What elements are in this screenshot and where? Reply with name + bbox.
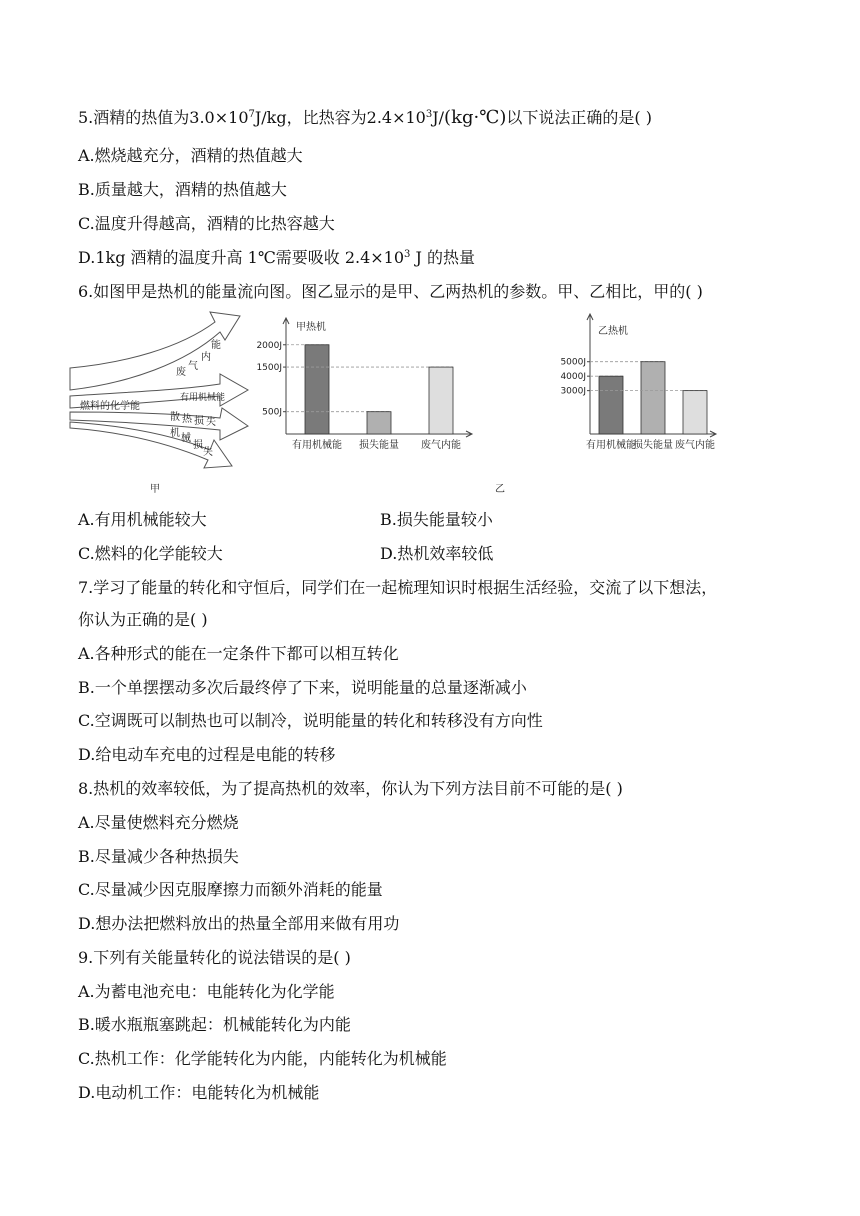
chart-title: 甲热机 — [296, 322, 326, 333]
chart-caption-yi: 乙 — [495, 484, 505, 495]
flow-useful-label: 有用机械能 — [180, 393, 226, 403]
flow-heat-char-1: 散 — [170, 412, 180, 423]
q6-figure — [70, 308, 790, 498]
q7-option-d: D.给电动车充电的过程是电能的转移 — [78, 745, 336, 764]
q5-option-a: A.燃烧越充分，酒精的热值越大 — [78, 146, 303, 165]
energy-flow-diagram — [70, 308, 260, 498]
bar — [683, 391, 707, 434]
q5-capacity-unit-paren: (kg·℃) — [444, 107, 507, 128]
q7-stem-line2: 你认为正确的是( ) — [78, 610, 208, 629]
q5-option-b: B.质量越大，酒精的热值越大 — [78, 180, 287, 199]
q8-option-c: C.尽量减少因克服摩擦力而额外消耗的能量 — [78, 880, 383, 899]
y-tick-label: 2000J — [256, 340, 282, 351]
q5-heat-value: 3.0×10 — [189, 108, 249, 127]
bar — [641, 362, 665, 434]
q7-option-c: C.空调既可以制热也可以制冷，说明能量的转化和转移没有方向性 — [78, 711, 543, 730]
q8-option-b: B.尽量减少各种热损失 — [78, 847, 239, 866]
y-tick-label: 4000J — [560, 372, 586, 383]
bar — [305, 345, 329, 434]
y-tick-label: 1500J — [256, 363, 282, 374]
bar — [367, 412, 391, 434]
chart-yi — [490, 308, 730, 498]
flow-mech-char-2: 械 — [181, 433, 191, 444]
q5-option-d-exp: 3 — [404, 249, 411, 260]
x-category-label: 损失能量 — [359, 440, 399, 451]
chart-title: 乙热机 — [598, 326, 628, 337]
flow-mech-char-3: 损 — [193, 440, 203, 451]
y-tick-label: 5000J — [560, 357, 586, 368]
x-category-label: 废气内能 — [675, 440, 715, 451]
q7-option-b: B.一个单摆摆动多次后最终停了下来，说明能量的总量逐渐减小 — [78, 678, 527, 697]
q7-option-a: A.各种形式的能在一定条件下都可以相互转化 — [78, 644, 399, 663]
flow-heat-char-3: 损 — [194, 416, 204, 427]
q9-option-c: C.热机工作：化学能转化为内能，内能转化为机械能 — [78, 1049, 447, 1068]
q6-option-b: B.损失能量较小 — [380, 510, 493, 529]
q5-heat-value-unit: J/kg — [254, 108, 287, 127]
q5-stem — [78, 108, 652, 128]
q8-option-a: A.尽量使燃料充分燃烧 — [78, 813, 239, 832]
bar — [599, 376, 623, 434]
q5-option-d-text: D.1kg 酒精的温度升高 1℃需要吸收 — [78, 248, 345, 267]
q5-capacity-unit: J/ — [432, 108, 445, 127]
flow-mech-char-4: 失 — [203, 447, 213, 458]
x-category-label: 废气内能 — [421, 440, 461, 451]
q5-option-d-value: 2.4×10 — [344, 248, 405, 267]
y-tick-label: 3000J — [560, 386, 586, 397]
q9-option-a: A.为蓄电池充电：电能转化为化学能 — [78, 982, 335, 1001]
q8-stem: 8.热机的效率较低，为了提高热机的效率，你认为下列方法目前不可能的是( ) — [78, 779, 623, 798]
q6-option-d: D.热机效率较低 — [380, 544, 494, 563]
q5-option-d — [78, 248, 475, 268]
q7-stem-line1: 7.学习了能量的转化和守恒后，同学们在一起梳理知识时根据生活经验，交流了以下想法， — [78, 578, 718, 597]
flow-arrow-exhaust — [70, 312, 240, 390]
q6-option-c: C.燃料的化学能较大 — [78, 544, 223, 563]
q5-stem-text: 5.酒精的热值为 — [78, 108, 190, 127]
q8-option-d: D.想办法把燃料放出的热量全部用来做有用功 — [78, 914, 400, 933]
flow-exhaust-char-1: 废 — [176, 367, 186, 378]
q6-stem: 6.如图甲是热机的能量流向图。图乙显示的是甲、乙两热机的参数。甲、乙相比，甲的( ) — [78, 282, 703, 301]
flow-exhaust-char-3: 内 — [201, 352, 211, 363]
q9-option-d: D.电动机工作：电能转化为机械能 — [78, 1083, 320, 1102]
flow-exhaust-char-2: 气 — [188, 361, 198, 372]
x-category-label: 损失能量 — [633, 440, 673, 451]
q5-capacity: 2.4×10 — [366, 108, 426, 127]
q5-option-d-text-2: J 的热量 — [410, 248, 475, 267]
q5-stem-text-3: 以下说法正确的是( ) — [506, 108, 652, 127]
x-category-label: 有用机械能 — [586, 440, 636, 451]
x-category-label: 有用机械能 — [292, 440, 342, 451]
q6-option-a: A.有用机械能较大 — [78, 510, 207, 529]
q5-heat-value-exp: 7 — [248, 109, 255, 120]
q9-stem: 9.下列有关能量转化的说法错误的是( ) — [78, 948, 351, 967]
q9-option-b: B.暖水瓶瓶塞跳起：机械能转化为内能 — [78, 1015, 351, 1034]
flow-heat-char-4: 失 — [206, 417, 216, 428]
flow-source-label: 燃料的化学能 — [80, 401, 140, 412]
bar — [429, 367, 453, 434]
q5-stem-text-2: ，比热容为 — [286, 108, 367, 127]
flow-caption: 甲 — [150, 484, 160, 495]
flow-heat-char-2: 热 — [182, 414, 192, 425]
q5-capacity-exp: 3 — [425, 109, 433, 120]
y-tick-label: 500J — [262, 407, 282, 418]
flow-exhaust-char-4: 能 — [211, 340, 221, 351]
chart-jia — [256, 308, 490, 498]
q5-option-c: C.温度升得越高，酒精的比热容越大 — [78, 214, 335, 233]
flow-mech-char-1: 机 — [170, 428, 180, 439]
